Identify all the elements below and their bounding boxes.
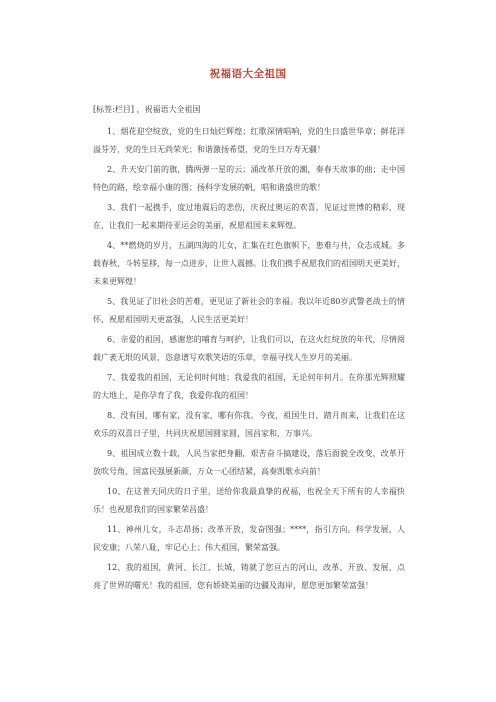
document-title: 祝福语大全祖国 (209, 68, 287, 80)
paragraph-7: 7、我爱我的祖国，无论何时何地；我爱我的祖国，无论何年何月。在你那光辉照耀的大地上，是你孕育了我，我爱你我的祖国！ (93, 373, 405, 400)
paragraph-11: 11、神州儿女，斗志昂扬；改革开放，发奋图强；****，指引方向。科学发展，人民安康；八荣八耻，牢记心上；伟大祖国，繁荣富强。 (93, 525, 405, 552)
document-body (93, 101, 405, 597)
paragraph-6: 6、亲爱的祖国，感谢您的哺育与呵护，让我们可以，在这火红绽放的年代，尽情阅载广袤无垠的风景，恣意谱写欢歌笑语的乐章，幸福寻找人生岁月的美丽。 (93, 335, 405, 362)
paragraph-2: 2、升天安门前的旗，腾两弹一星的云；涌改革开放的潮，奏春天故事的曲；走中国特色的路，绘幸福小康的图；扬科学发展的帆，唱和谐盛世的歌！ (93, 165, 405, 192)
paragraph-1: 1、烟花迎空绽放，党的生日灿烂辉煌；红歌深情唱响，党的生日盛世华章；鲜花洋溢芬芳，党的生日无尚荣光；和谐激扬希望，党的生日万寿无疆！ (93, 127, 405, 154)
paragraph-12: 12、我的祖国，黄河、长江、长城，铸就了您亘古的河山，改革、开放、发展，点亮了世界的曙光！我的祖国，您有娇娆美丽的边疆及海岸，愿您更加繁荣富强！ (93, 563, 405, 590)
paragraph-8: 8、没有国，哪有家，没有家，哪有你我。今夜，祖国生日，踏月而来，让我们在这欢乐的双喜日子里，共同庆祝愿国圆家圆，国昌家和，万事兴。 (93, 411, 405, 438)
paragraph-10: 10、在这普天同庆的日子里，送给你我最真挚的祝福，也祝全天下所有的人幸福快乐！也祝愿我们的国家繁荣昌盛！ (93, 487, 405, 514)
paragraph-3: 3、我们一起携手，度过地震后的悲伤，庆祝过奥运的欢喜，见证过世博的精彩，现在，让我们一起来期待亚运会的美丽，祝愿祖国未来辉煌。 (93, 203, 405, 230)
paragraph-9: 9、祖国成立数十载，人民当家把身翻，艰苦奋斗搞建设，落后面貌全改变，改革开放吹号角，国富民强展新颜，万众一心团结紧，高奏凯歌永向前！ (93, 449, 405, 476)
tag-line: [标签:栏目] ，祝福语大全祖国 (93, 105, 201, 114)
paragraph-5: 5、我见证了旧社会的苦难，更见证了新社会的幸福。我以年近80岁武警老战士的情怀，祝愿祖国明天更富强，人民生活更美好！ (93, 297, 405, 324)
paragraph-4: 4、**燃烧的岁月，五湖四海的儿女，汇集在红色旗帜下，患难与共，众志成城。多载春秋，斗转星移，每一点进步，让世人震撼。让我们携手祝愿我们的祖国明天更美好，未来更辉煌！ (93, 241, 405, 286)
